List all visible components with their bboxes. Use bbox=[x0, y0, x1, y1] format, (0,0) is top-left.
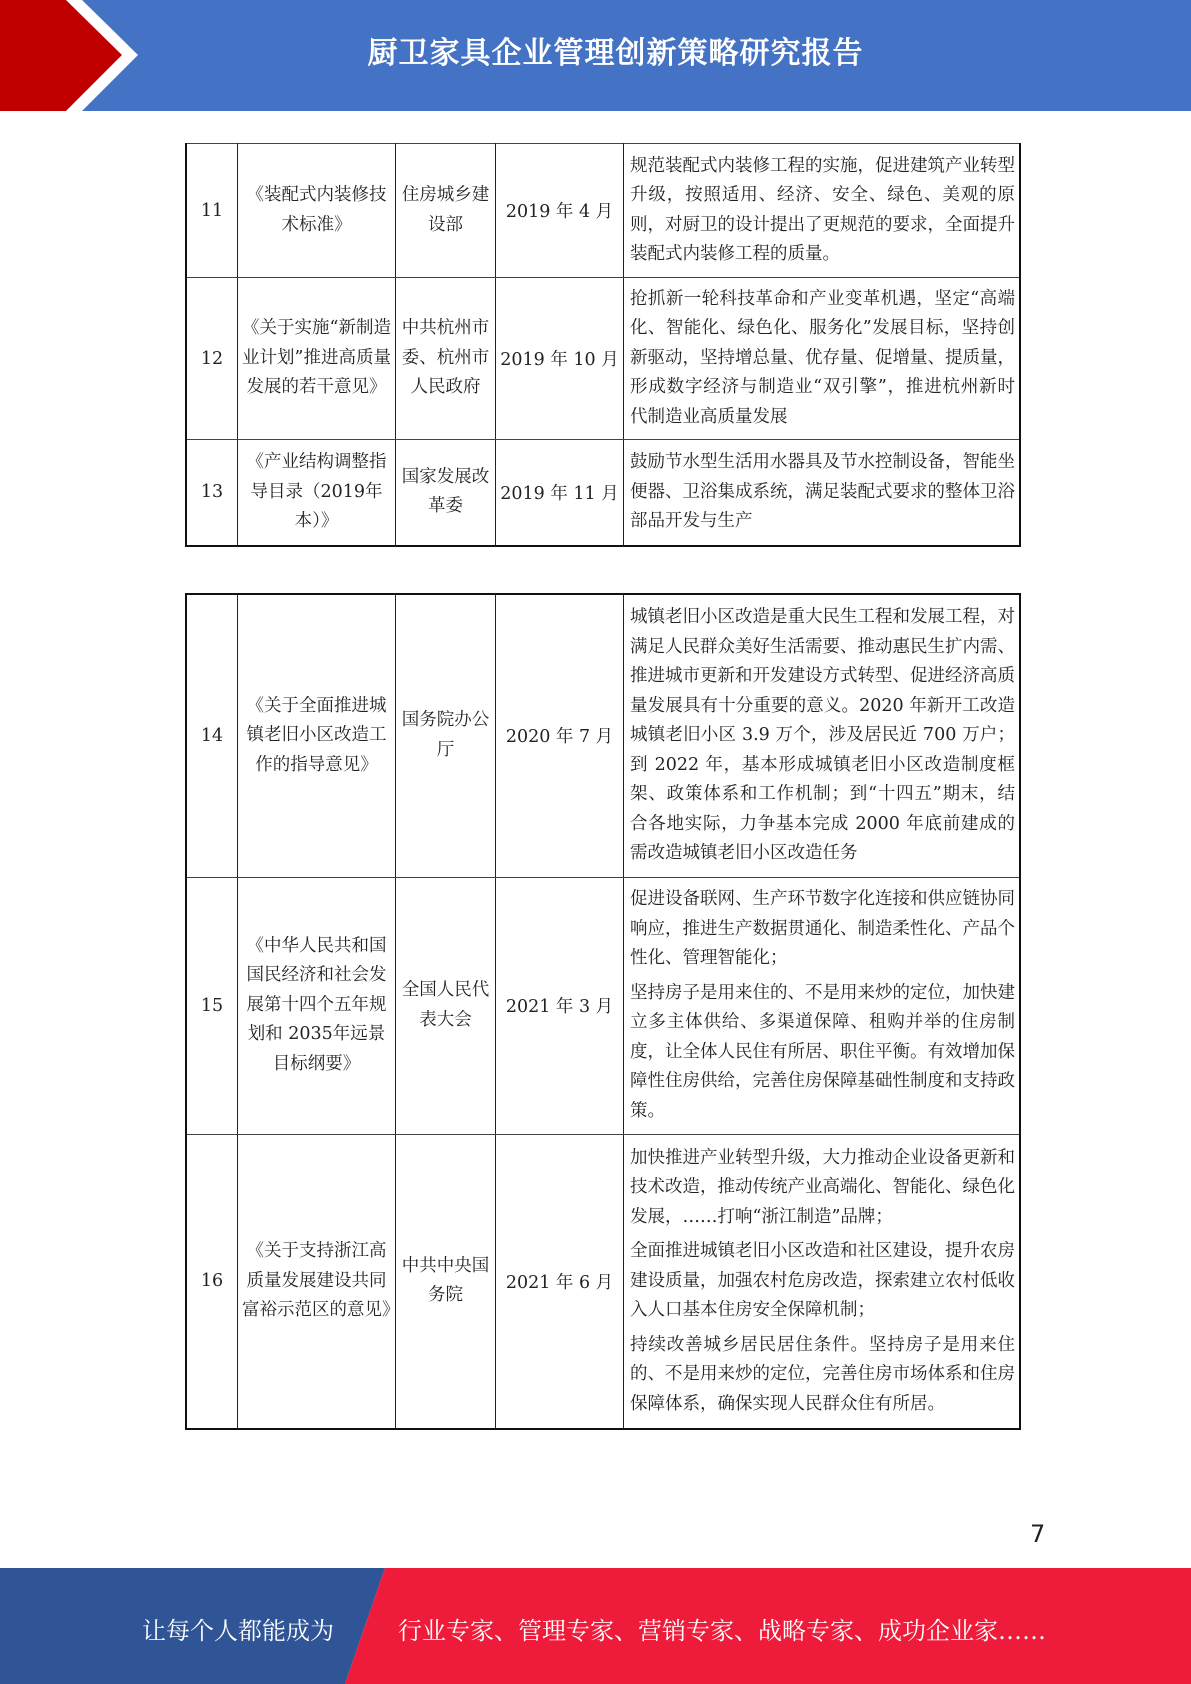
content-paragraph: 城镇老旧小区改造是重大民生工程和发展工程，对满足人民群众美好生活需要、推动惠民生扩内需、推进城市更新和开发建设方式转型、促进经济高质量发展具有十分重要的意义。2020 年新开工改造城镇老旧小区 3.9 万个，涉及居民近 700 万户；到 2022 年，基本形成城镇老旧小区改造制度框架、政策体系和工作机制；到“十四五”期末，结合各地实际，力争基本完成 2000 年底前建成的需改造城镇老旧小区改造任务 bbox=[630, 607, 1015, 863]
table-row bbox=[186, 1134, 1020, 1429]
issue-date: 2019 年 11 月 bbox=[496, 440, 624, 546]
issuing-department: 国家发展改革委 bbox=[396, 440, 496, 546]
content-paragraph: 坚持房子是用来住的、不是用来炒的定位，加快建立多主体供给、多渠道保障、租购并举的住房制度，让全体人民住有所居、职住平衡。有效增加保障性住房供给，完善住房保障基础性制度和支持政策。 bbox=[630, 982, 1015, 1121]
document-title: 《产业结构调整指导目录（2019年本）》 bbox=[238, 440, 396, 546]
policy-content bbox=[624, 594, 1021, 877]
row-number: 14 bbox=[186, 594, 238, 877]
page-number: 7 bbox=[1030, 1520, 1046, 1548]
issue-date: 2021 年 6 月 bbox=[496, 1134, 624, 1429]
issue-date: 2020 年 7 月 bbox=[496, 594, 624, 877]
page-header bbox=[0, 0, 1191, 111]
document-title: 《关于实施“新制造业计划”推进高质量发展的若干意见》 bbox=[238, 278, 396, 440]
policy-content bbox=[624, 440, 1021, 546]
issue-date: 2019 年 4 月 bbox=[496, 144, 624, 278]
row-number: 15 bbox=[186, 877, 238, 1134]
policy-content bbox=[624, 1134, 1021, 1429]
policy-content bbox=[624, 278, 1021, 440]
document-title: 《装配式内装修技术标准》 bbox=[238, 144, 396, 278]
table-row bbox=[186, 144, 1020, 278]
content-paragraph: 全面推进城镇老旧小区改造和社区建设，提升农房建设质量，加强农村危房改造，探索建立农村低收入人口基本住房安全保障机制； bbox=[630, 1241, 1015, 1320]
policy-table-2 bbox=[185, 593, 1021, 1430]
document-title: 《关于全面推进城镇老旧小区改造工作的指导意见》 bbox=[238, 594, 396, 877]
footer-slogan-left: 让每个人都能成为 bbox=[142, 1617, 334, 1645]
content-paragraph: 抢抓新一轮科技革命和产业变革机遇，坚定“高端化、智能化、绿色化、服务化”发展目标，坚持创新驱动，坚持增总量、优存量、促增量、提质量，形成数字经济与制造业“双引擎”，推进杭州新时代制造业高质量发展 bbox=[630, 288, 1015, 427]
row-number: 12 bbox=[186, 278, 238, 440]
row-number: 13 bbox=[186, 440, 238, 546]
row-number: 11 bbox=[186, 144, 238, 278]
issue-date: 2019 年 10 月 bbox=[496, 278, 624, 440]
table-row bbox=[186, 440, 1020, 546]
page-footer bbox=[0, 1568, 1191, 1684]
table-row bbox=[186, 594, 1020, 877]
policy-table-1 bbox=[185, 143, 1021, 547]
document-title: 《关于支持浙江高质量发展建设共同富裕示范区的意见》 bbox=[238, 1134, 396, 1429]
issuing-department: 中共中央国务院 bbox=[396, 1134, 496, 1429]
issuing-department: 全国人民代表大会 bbox=[396, 877, 496, 1134]
policy-content bbox=[624, 877, 1021, 1134]
content-paragraph: 鼓励节水型生活用水器具及节水控制设备，智能坐便器、卫浴集成系统，满足装配式要求的整体卫浴部品开发与生产 bbox=[630, 452, 1015, 531]
content-paragraph: 规范装配式内装修工程的实施，促进建筑产业转型升级，按照适用、经济、安全、绿色、美观的原则，对厨卫的设计提出了更规范的要求，全面提升装配式内装修工程的质量。 bbox=[630, 155, 1015, 264]
content-paragraph: 持续改善城乡居民居住条件。坚持房子是用来住的、不是用来炒的定位，完善住房市场体系和住房保障体系，确保实现人民群众住有所居。 bbox=[630, 1334, 1015, 1414]
table-row bbox=[186, 877, 1020, 1134]
content-paragraph: 加快推进产业转型升级，大力推动企业设备更新和技术改造，推动传统产业高端化、智能化、绿色化发展，……打响“浙江制造”品牌； bbox=[630, 1147, 1015, 1227]
footer-slogan-right: 行业专家、管理专家、营销专家、战略专家、成功企业家…… bbox=[398, 1617, 1046, 1645]
document-title: 《中华人民共和国国民经济和社会发展第十四个五年规划和 2035年远景目标纲要》 bbox=[238, 877, 396, 1134]
issuing-department: 住房城乡建设部 bbox=[396, 144, 496, 278]
table-row bbox=[186, 278, 1020, 440]
issuing-department: 中共杭州市委、杭州市人民政府 bbox=[396, 278, 496, 440]
report-title: 厨卫家具企业管理创新策略研究报告 bbox=[367, 36, 864, 71]
issue-date: 2021 年 3 月 bbox=[496, 877, 624, 1134]
content-paragraph: 促进设备联网、生产环节数字化连接和供应链协同响应，推进生产数据贯通化、制造柔性化、产品个性化、管理智能化； bbox=[630, 889, 1015, 968]
row-number: 16 bbox=[186, 1134, 238, 1429]
issuing-department: 国务院办公厅 bbox=[396, 594, 496, 877]
policy-content bbox=[624, 144, 1021, 278]
